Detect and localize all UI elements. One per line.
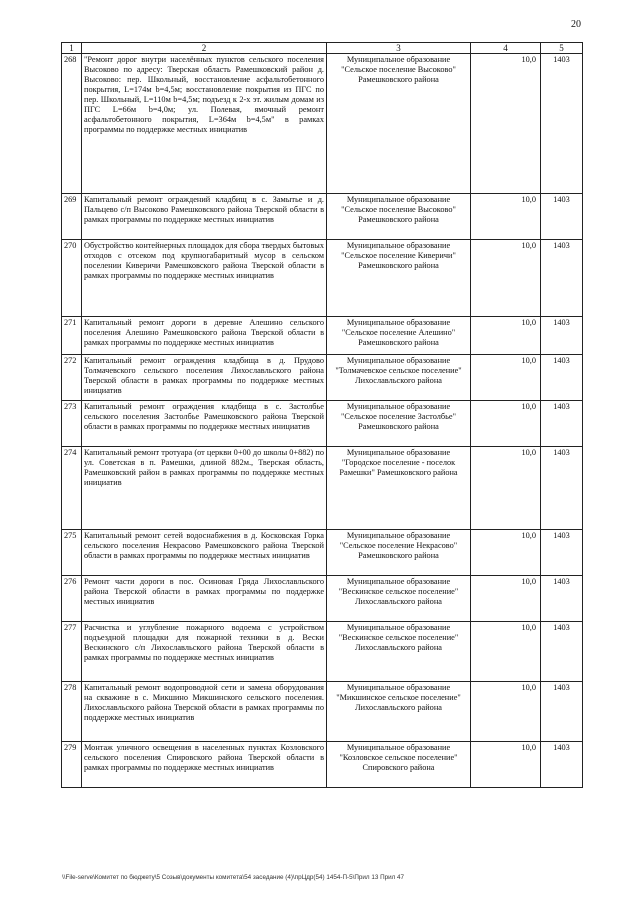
- budget-code: 1403: [541, 240, 583, 317]
- table-row: [62, 194, 583, 240]
- budget-code: 1403: [541, 317, 583, 355]
- budget-code: 1403: [541, 576, 583, 622]
- table-row: [62, 530, 583, 576]
- budget-code: 1403: [541, 355, 583, 401]
- table-header-row: [62, 43, 583, 54]
- executor-name: Муниципальное образование "Толмачевское сельское поселение" Лихославльского района: [327, 355, 471, 401]
- executor-name: Муниципальное образование "Городское поселение - поселок Рамешки" Рамешковского района: [327, 447, 471, 530]
- file-path-footer: \\File-serve\Комитет по бюджету\5 Созыв\документы комитета\54 заседание (4)\прЦдр(54) 1454-П-5\Прил 13 Прил 47: [62, 874, 405, 881]
- amount-value: 10,0: [471, 622, 541, 682]
- row-number: 270: [62, 240, 82, 317]
- project-name: "Ремонт дорог внутри населённых пунктов сельского поселения Высоково по адресу: Тверская область Рамешковский район д. Высоково: пер. Школьный, восстановление асфальтобетонного покрытия, L=174м b=4,5м; восстановление покрытия из ПГС по пер. Школьный, L=110м b=4,5м; подъезд к 2-х эт. жилым домам из ПГС L=66м b=4,0м; ул. Полевая, ямочный ремонт асфальтобетонного покрытия, L=364м b=4,5м" в рамках программы по поддержке местных инициатив: [82, 54, 327, 194]
- column-header-3: 3: [327, 43, 471, 54]
- column-header-4: 4: [471, 43, 541, 54]
- table-row: [62, 622, 583, 682]
- project-name: Капитальный ремонт тротуара (от церкви 0+00 до школы 0+882) по ул. Советская в п. Рамешки, длиной 882м., Тверская область, Рамешковский район в рамках программы по поддержке местных инициатив: [82, 447, 327, 530]
- executor-name: Муниципальное образование "Сельское поселение Алешино" Рамешковского района: [327, 317, 471, 355]
- executor-name: Муниципальное образование "Сельское поселение Застолбье" Рамешковского района: [327, 401, 471, 447]
- executor-name: Муниципальное образование "Микшинское сельское поселение" Лихославльского района: [327, 682, 471, 742]
- row-number: 276: [62, 576, 82, 622]
- page-number: 20: [571, 19, 581, 30]
- table-row: [62, 54, 583, 194]
- executor-name: Муниципальное образование "Сельское поселение Высоково" Рамешковского района: [327, 54, 471, 194]
- executor-name: Муниципальное образование "Вескинское сельское поселение" Лихославльского района: [327, 622, 471, 682]
- amount-value: 10,0: [471, 742, 541, 788]
- row-number: 268: [62, 54, 82, 194]
- row-number: 278: [62, 682, 82, 742]
- appropriations-table: [61, 42, 583, 788]
- amount-value: 10,0: [471, 447, 541, 530]
- amount-value: 10,0: [471, 54, 541, 194]
- executor-name: Муниципальное образование "Сельское поселение Некрасово" Рамешковского района: [327, 530, 471, 576]
- row-number: 277: [62, 622, 82, 682]
- project-name: Капитальный ремонт ограждения кладбища в с. Застолбье сельского поселения Застолбье Рамешковского района Тверской области в рамках программы по поддержке местных инициатив: [82, 401, 327, 447]
- row-number: 279: [62, 742, 82, 788]
- amount-value: 10,0: [471, 530, 541, 576]
- row-number: 273: [62, 401, 82, 447]
- project-name: Капитальный ремонт сетей водоснабжения в д. Косковская Горка сельского поселения Некрасово Рамешковского района Тверской области в рамках программы по поддержке местных инициатив: [82, 530, 327, 576]
- executor-name: Муниципальное образование "Вескинское сельское поселение" Лихославльского района: [327, 576, 471, 622]
- amount-value: 10,0: [471, 355, 541, 401]
- project-name: Обустройство контейнерных площадок для сбора твердых бытовых отходов с отсеком под крупногабаритный мусор в сельском поселении Киверичи Рамешковского района Тверской области в рамках программы по поддержке местных инициатив: [82, 240, 327, 317]
- project-name: Капитальный ремонт ограждения кладбища в д. Прудово Толмачевского сельского поселения Лихославльского района Тверской области в рамках программы по поддержке местных инициатив: [82, 355, 327, 401]
- amount-value: 10,0: [471, 682, 541, 742]
- row-number: 275: [62, 530, 82, 576]
- budget-code: 1403: [541, 622, 583, 682]
- budget-code: 1403: [541, 194, 583, 240]
- amount-value: 10,0: [471, 240, 541, 317]
- table-row: [62, 682, 583, 742]
- budget-code: 1403: [541, 682, 583, 742]
- executor-name: Муниципальное образование "Сельское поселение Киверичи" Рамешковского района: [327, 240, 471, 317]
- table-row: [62, 576, 583, 622]
- column-header-1: 1: [62, 43, 82, 54]
- executor-name: Муниципальное образование "Козловское сельское поселение" Спировского района: [327, 742, 471, 788]
- project-name: Капитальный ремонт дороги в деревне Алешино сельского поселения Алешино Рамешковского района Тверской области в рамках программы по поддержке местных инициатив: [82, 317, 327, 355]
- project-name: Капитальный ремонт ограждений кладбищ в с. Замытье и д. Пальцево с/п Высоково Рамешковского района Тверской области в рамках программы по поддержке местных инициатив: [82, 194, 327, 240]
- budget-code: 1403: [541, 447, 583, 530]
- budget-code: 1403: [541, 742, 583, 788]
- amount-value: 10,0: [471, 317, 541, 355]
- table-row: [62, 355, 583, 401]
- project-name: Ремонт части дороги в пос. Осиновая Гряда Лихославльского района Тверской области в рамках программы по поддержке местных инициатив: [82, 576, 327, 622]
- amount-value: 10,0: [471, 194, 541, 240]
- amount-value: 10,0: [471, 401, 541, 447]
- row-number: 269: [62, 194, 82, 240]
- table-row: [62, 447, 583, 530]
- budget-code: 1403: [541, 54, 583, 194]
- row-number: 271: [62, 317, 82, 355]
- table-row: [62, 240, 583, 317]
- table-row: [62, 317, 583, 355]
- budget-code: 1403: [541, 530, 583, 576]
- row-number: 272: [62, 355, 82, 401]
- amount-value: 10,0: [471, 576, 541, 622]
- table-row: [62, 742, 583, 788]
- column-header-5: 5: [541, 43, 583, 54]
- project-name: Монтаж уличного освещения в населенных пунктах Козловского сельского поселения Спировского района Тверской области в рамках программы по поддержке местных инициатив: [82, 742, 327, 788]
- column-header-2: 2: [82, 43, 327, 54]
- project-name: Расчистка и углубление пожарного водоема с устройством подъездной площадки для пожарной техники в д. Вески Вескинского с/п Лихославльского района Тверской области в рамках программы по поддержке местных инициатив: [82, 622, 327, 682]
- executor-name: Муниципальное образование "Сельское поселение Высоково" Рамешковского района: [327, 194, 471, 240]
- row-number: 274: [62, 447, 82, 530]
- budget-code: 1403: [541, 401, 583, 447]
- project-name: Капитальный ремонт водопроводной сети и замена оборудования на скважине в с. Микшино Микшинского сельского поселения. Лихославльского района Тверской области в рамках программы по поддержке местных инициатив: [82, 682, 327, 742]
- table-row: [62, 401, 583, 447]
